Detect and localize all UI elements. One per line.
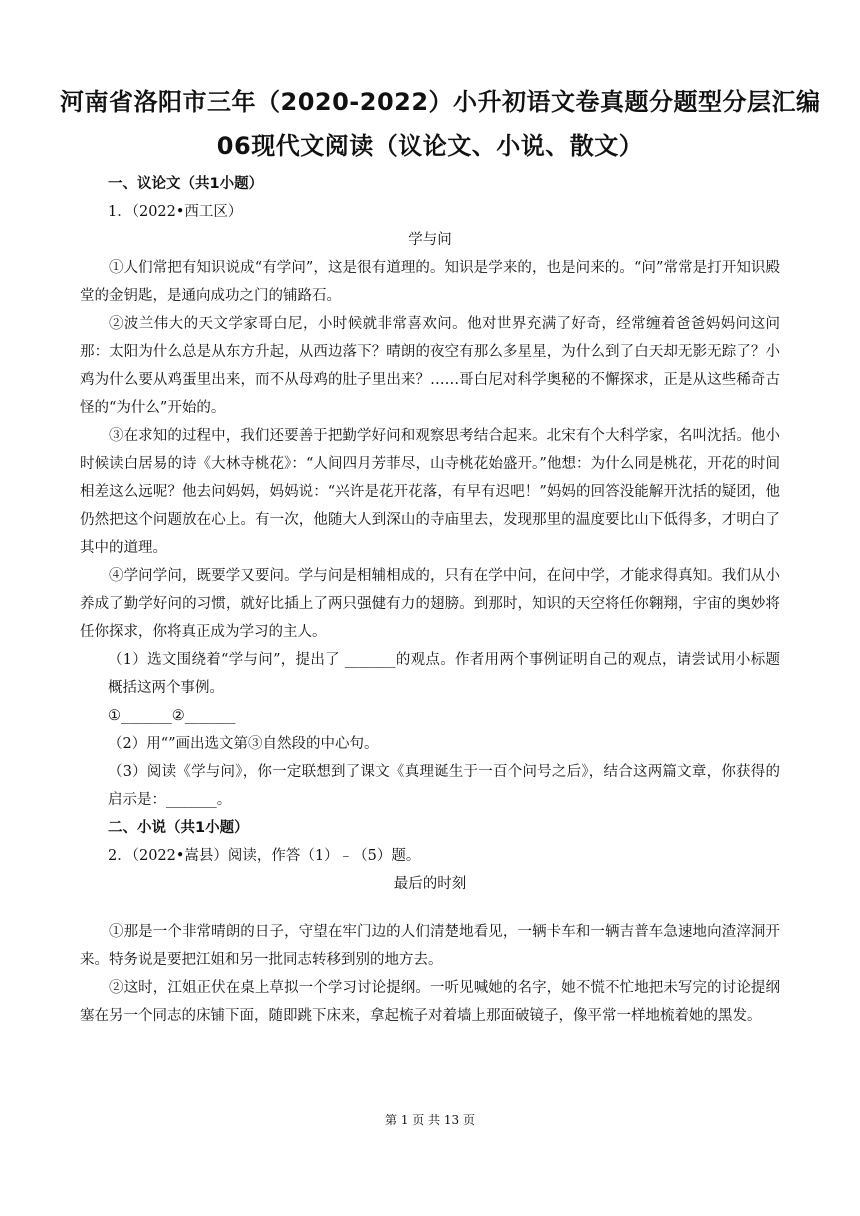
question-1-1-blanks: ①_______②_______ xyxy=(108,708,236,724)
page-footer: 第 1 页 共 13 页 xyxy=(385,1113,475,1127)
passage-paragraph-1: ①人们常把有知识说成“有学问”，这是很有道理的。知识是学来的，也是问来的。“问”常常是打开知识殿堂的金钥匙，是通向成功之门的铺路石。 xyxy=(80,260,780,304)
passage-paragraph-4: ④学问学问，既要学又要问。学与问是相辅相成的，只有在学中问，在问中学，才能求得真知。我们从小养成了勤学好问的习惯，就好比插上了两只强健有力的翅膀。到那时，知识的天空将任你翱翔，宇宙的奥妙将任你探求，你将真正成为学习的主人。 xyxy=(80,568,780,640)
story-paragraph-2: ②这时，江姐正伏在桌上草拟一个学习讨论提纲。一听见喊她的名字，她不慌不忙地把未写完的讨论提纲塞在另一个同志的床铺下面，随即跳下床来，拿起梳子对着墙上那面破镜子，像平常一样地梳着她的黑发。 xyxy=(80,980,780,1024)
story-paragraph-1: ①那是一个非常晴朗的日子，守望在牢门边的人们清楚地看见，一辆卡车和一辆吉普车急速地向渣滓洞开来。特务说是要把江姐和另一批同志转移到别的地方去。 xyxy=(80,924,780,968)
passage-title-xue-yu-wen: 学与问 xyxy=(408,232,452,248)
section-heading-novel: 二、小说（共1小题） xyxy=(108,820,249,836)
passage-paragraph-2: ②波兰伟大的天文学家哥白尼，小时候就非常喜欢问。他对世界充满了好奇，经常缠着爸爸妈妈问这问那：太阳为什么总是从东方升起，从西边落下？晴朗的夜空有那么多星星，为什么到了白天却无影无踪了？小鸡为什么要从鸡蛋里出来，而不从母鸡的肚子里出来？……哥白尼对科学奥秘的不懈探求，正是从这些稀奇古怪的“为什么”开始的。 xyxy=(80,316,780,416)
question-source-1: 1．（2022•西工区） xyxy=(108,204,243,220)
question-1-3: （3）阅读《学与问》，你一定联想到了课文《真理诞生于一百个问号之后》，结合这两篇文章，你获得的启示是：_______。 xyxy=(108,764,780,808)
passage-paragraph-3: ③在求知的过程中，我们还要善于把勤学好问和观察思考结合起来。北宋有个大科学家，名叫沈括。他小时候读白居易的诗《大林寺桃花》：“人间四月芳菲尽，山寺桃花始盛开。”他想：为什么同是桃花，开花的时间相差这么远呢？他去问妈妈，妈妈说：“兴许是花开花落，有早有迟吧！”妈妈的回答没能解开沈括的疑团，他仍然把这个问题放在心上。有一次，他随大人到深山的寺庙里去，发现那里的温度要比山下低得多，才明白了其中的道理。 xyxy=(80,428,780,556)
section-heading-argumentative: 一、议论文（共1小题） xyxy=(108,176,264,192)
question-source-2: 2．（2022•嵩县）阅读，作答（1）﹣（5）题。 xyxy=(108,848,421,864)
passage-title-zui-hou-de-shi-ke: 最后的时刻 xyxy=(393,876,467,892)
question-1-1: （1）选文围绕着“学与问”，提出了 _______的观点。作者用两个事例证明自己的观点，请尝试用小标题概括这两个事例。 xyxy=(108,652,780,696)
question-1-2: （2）用“”画出选文第③自然段的中心句。 xyxy=(108,736,379,752)
document-body xyxy=(80,170,780,1030)
document-title-line-2: 06现代文阅读（议论文、小说、散文） xyxy=(216,132,644,160)
document-title-line-1: 河南省洛阳市三年（2020-2022）小升初语文卷真题分题型分层汇编 xyxy=(60,88,821,116)
spacer xyxy=(80,898,780,918)
